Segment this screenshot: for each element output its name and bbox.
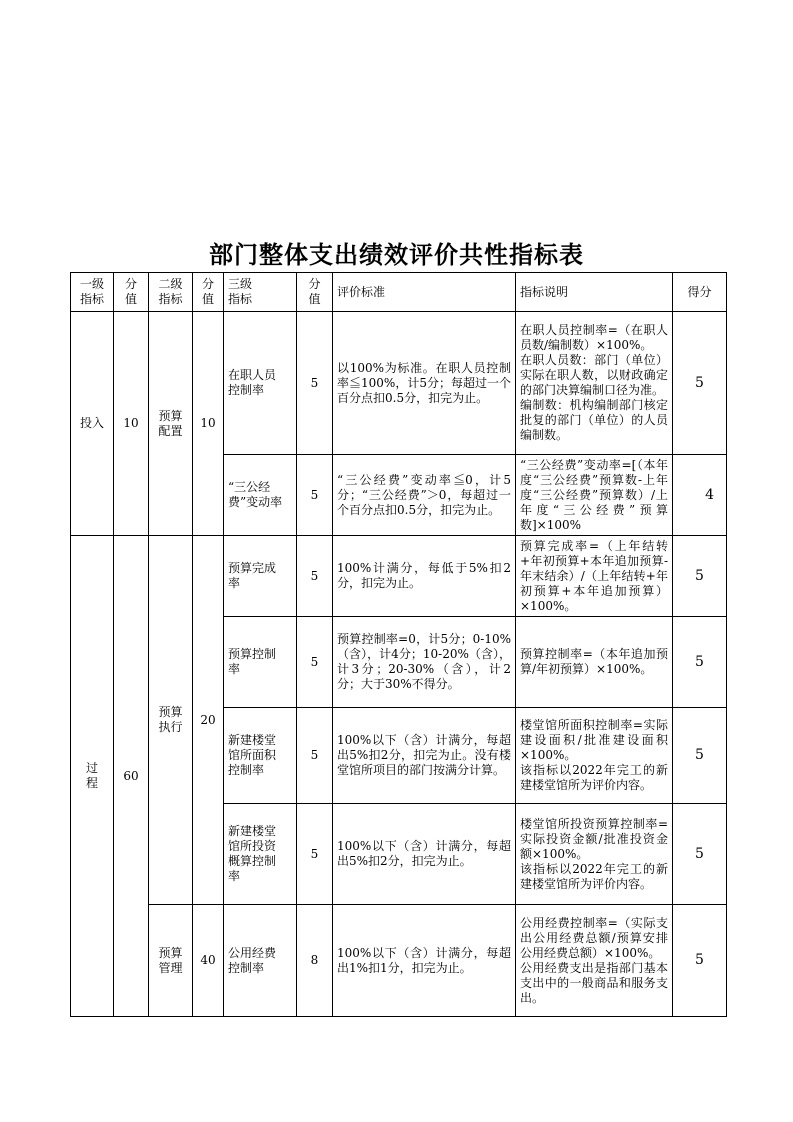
level1-input: 投入 — [71, 312, 114, 536]
header-level1: 一级 指标 — [71, 273, 114, 312]
indicator-name: 在职人员 控制率 — [224, 312, 297, 455]
indicator-score: 5 — [297, 536, 333, 617]
indicator-criteria: 100%计满分，每低于5%扣2分，扣完为止。 — [333, 536, 516, 617]
header-row — [71, 273, 727, 312]
level2-budget-mgmt-score: 40 — [193, 905, 224, 1017]
table-row — [71, 312, 727, 455]
page-title: 部门整体支出绩效评价共性指标表 — [209, 240, 584, 269]
indicator-explanation: “三公经费”变动率=[（本年度“三公经费”预算数-上年度“三公经费”预算数）/上年度“三公经费”预算数]×100% — [516, 455, 673, 536]
indicator-explanation: 楼堂馆所投资预算控制率=实际投资金额/批准投资金额×100%。 该指标以2022年完工的新建楼堂馆所为评价内容。 — [516, 804, 673, 905]
indicator-got: 5 — [673, 617, 727, 708]
indicator-got: 5 — [673, 536, 727, 617]
header-score1: 分 值 — [114, 273, 149, 312]
level2-budget-exec-score: 20 — [193, 536, 224, 905]
level1-process-score: 60 — [114, 536, 149, 1017]
indicator-name: 预算完成 率 — [224, 536, 297, 617]
indicator-criteria: 100%以下（含）计满分，每超出1%扣1分，扣完为止。 — [333, 905, 516, 1017]
indicator-got: 5 — [673, 708, 727, 804]
header-criteria: 评价标准 — [333, 273, 516, 312]
level2-budget-exec: 预算 执行 — [149, 536, 193, 905]
level2-budget-config-score: 10 — [193, 312, 224, 536]
level2-budget-config: 预算 配置 — [149, 312, 193, 536]
indicator-criteria: 100%以下（含）计满分，每超出5%扣2分，扣完为止。 — [333, 804, 516, 905]
indicator-name: 新建楼堂 馆所投资 概算控制 率 — [224, 804, 297, 905]
table-row — [71, 905, 727, 1017]
indicator-name: 公用经费 控制率 — [224, 905, 297, 1017]
indicator-name: 新建楼堂 馆所面积 控制率 — [224, 708, 297, 804]
indicator-score: 5 — [297, 708, 333, 804]
indicator-explanation: 预算完成率=（上年结转+年初预算+本年追加预算-年末结余）/（上年结转+年初预算+本年追加预算）×100%。 — [516, 536, 673, 617]
header-level2: 二级 指标 — [149, 273, 193, 312]
level1-input-score: 10 — [114, 312, 149, 536]
indicator-got: 5 — [673, 905, 727, 1017]
header-explanation: 指标说明 — [516, 273, 673, 312]
indicator-name: “三公经费”变动率 — [224, 455, 297, 536]
indicator-name: 预算控制 率 — [224, 617, 297, 708]
indicator-criteria: 预算控制率=0，计5分；0-10%（含），计4分；10-20%（含），计3分；20-30%（含），计2分；大于30%不得分。 — [333, 617, 516, 708]
header-score2: 分 值 — [193, 273, 224, 312]
level2-budget-mgmt: 预算 管理 — [149, 905, 193, 1017]
header-got: 得分 — [673, 273, 727, 312]
indicator-explanation: 预算控制率=（本年追加预算/年初预算）×100%。 — [516, 617, 673, 708]
indicator-score: 5 — [297, 312, 333, 455]
indicator-criteria: “三公经费”变动率≦0，计5分；“三公经费”＞0，每超过一个百分点扣0.5分，扣完为止。 — [333, 455, 516, 536]
indicator-table — [70, 272, 727, 1017]
indicator-score: 5 — [297, 617, 333, 708]
header-score3: 分 值 — [297, 273, 333, 312]
indicator-explanation: 在职人员控制率=（在职人员数/编制数）×100%。 在职人员数：部门（单位）实际在职人数，以财政确定的部门决算编制口径为准。 编制数：机构编制部门核定批复的部门（单位）的人员编制数。 — [516, 312, 673, 455]
header-level3: 三级 指标 — [224, 273, 297, 312]
indicator-score: 5 — [297, 455, 333, 536]
indicator-got: 4 — [673, 455, 727, 536]
indicator-score: 8 — [297, 905, 333, 1017]
indicator-got: 5 — [673, 804, 727, 905]
indicator-got: 5 — [673, 312, 727, 455]
indicator-criteria: 100%以下（含）计满分，每超出5%扣2分，扣完为止。没有楼堂馆所项目的部门按满分计算。 — [333, 708, 516, 804]
indicator-explanation: 楼堂馆所面积控制率=实际建设面积/批准建设面积×100%。 该指标以2022年完工的新建楼堂馆所为评价内容。 — [516, 708, 673, 804]
indicator-explanation: 公用经费控制率=（实际支出公用经费总额/预算安排公用经费总额）×100%。 公用经费支出是指部门基本支出中的一般商品和服务支出。 — [516, 905, 673, 1017]
indicator-score: 5 — [297, 804, 333, 905]
level1-process: 过 程 — [71, 536, 114, 1017]
table-row — [71, 536, 727, 617]
indicator-criteria: 以100%为标准。在职人员控制率≦100%，计5分；每超过一个百分点扣0.5分，扣完为止。 — [333, 312, 516, 455]
